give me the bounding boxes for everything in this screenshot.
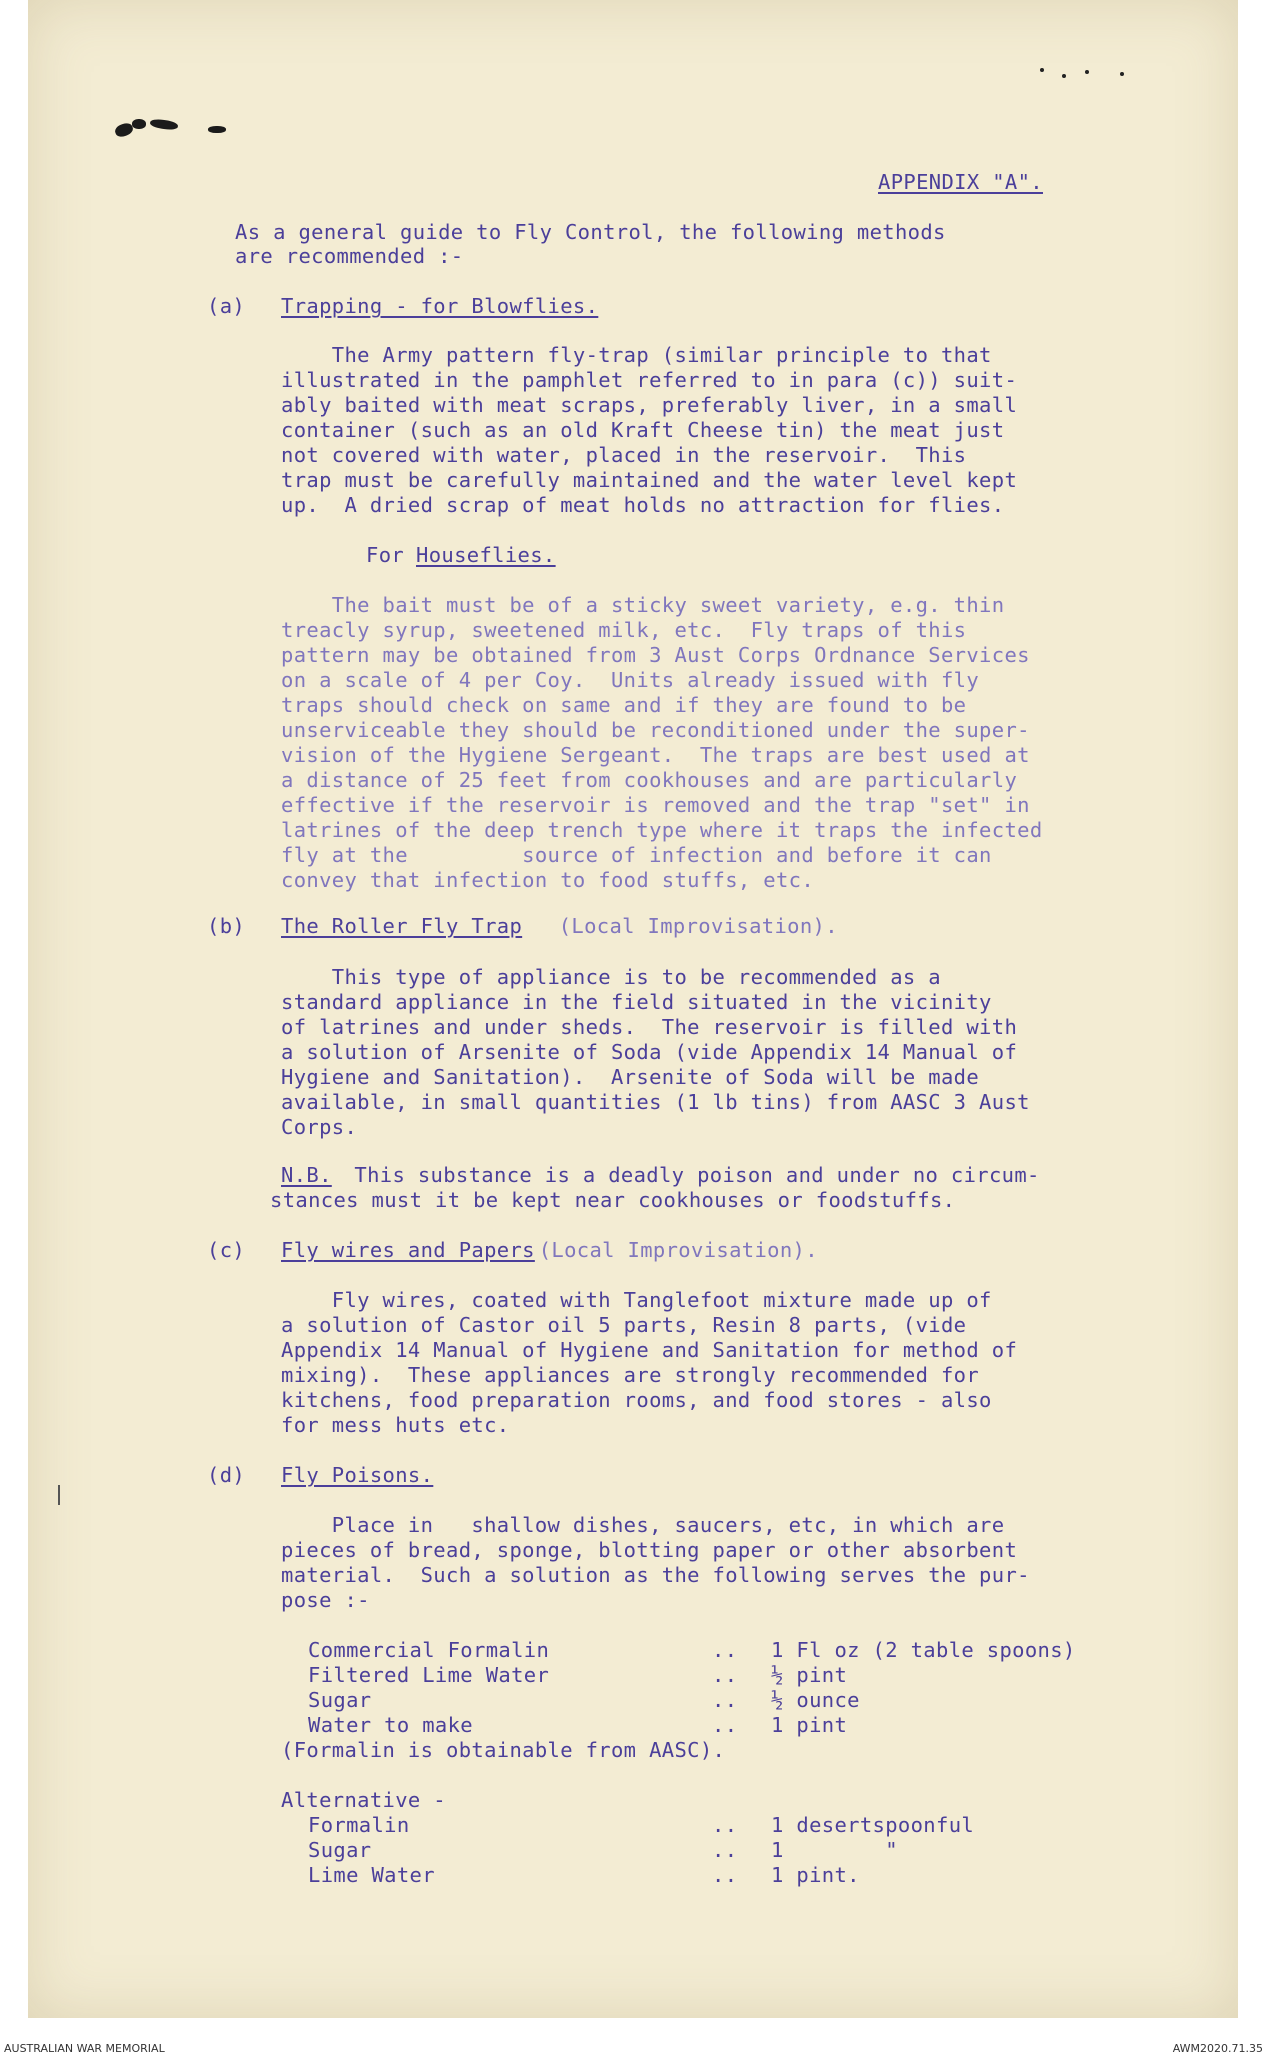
text-line: The Army pattern fly-trap (similar principle to that (281, 343, 992, 367)
punch-mark (1120, 72, 1124, 76)
text-line: a solution of Castor oil 5 parts, Resin 8 parts, (vide (281, 1313, 967, 1337)
section-c-marker: (c) (207, 1238, 246, 1262)
recipe-qty: 1 " (771, 1838, 898, 1862)
recipe-sep: .. (712, 1838, 738, 1862)
text-line: ably baited with meat scraps, preferably liver, in a small (281, 393, 1018, 417)
recipe-qty: 1 pint. (771, 1863, 860, 1887)
section-d-heading: Fly Poisons. (281, 1463, 434, 1487)
text-line: kitchens, food preparation rooms, and food stores - also (281, 1388, 992, 1412)
nb-label: N.B. (281, 1163, 332, 1187)
text-line: pose :- (281, 1588, 370, 1612)
recipe-qty: ½ ounce (771, 1688, 860, 1712)
text-line: available, in small quantities (1 lb tins) from AASC 3 Aust (281, 1090, 1030, 1114)
text-line: for mess huts etc. (281, 1413, 510, 1437)
text-line: pieces of bread, sponge, blotting paper or other absorbent (281, 1538, 1018, 1562)
recipe-note: (Formalin is obtainable from AASC). (281, 1738, 726, 1762)
recipe-item: Sugar (308, 1688, 372, 1712)
alternative-label: Alternative - (281, 1788, 446, 1812)
recipe-sep: .. (712, 1638, 738, 1662)
margin-mark (58, 1485, 60, 1505)
text-line: unserviceable they should be reconditioned under the super- (281, 718, 1030, 742)
text-line: treacly syrup, sweetened milk, etc. Fly traps of this (281, 618, 967, 642)
text-line: Corps. (281, 1115, 358, 1139)
text-line: latrines of the deep trench type where it traps the infected (281, 818, 1043, 842)
text-line: This type of appliance is to be recommended as a (281, 965, 941, 989)
nb-text-line-1: This substance is a deadly poison and under no circum- (329, 1163, 1040, 1187)
section-c-heading: Fly wires and Papers (281, 1238, 535, 1262)
houseflies-prefix: For (366, 543, 417, 567)
text-line: material. Such a solution as the following serves the pur- (281, 1563, 1030, 1587)
recipe-item: Sugar (308, 1838, 372, 1862)
archive-footer (0, 2035, 1269, 2061)
recipe-item: Filtered Lime Water (308, 1663, 550, 1687)
recipe-sep: .. (712, 1863, 738, 1887)
intro-line-1: As a general guide to Fly Control, the following methods (235, 220, 946, 244)
punch-mark (1040, 68, 1044, 72)
houseflies-heading: Houseflies. (416, 543, 556, 567)
recipe-qty: 1 pint (771, 1713, 848, 1737)
text-line: container (such as an old Kraft Cheese tin) the meat just (281, 418, 1005, 442)
recipe-item: Formalin (308, 1813, 410, 1837)
text-line: Place in shallow dishes, saucers, etc, in which are (281, 1513, 1005, 1537)
text-line: of latrines and under sheds. The reservoir is filled with (281, 1015, 1018, 1039)
recipe-sep: .. (712, 1663, 738, 1687)
section-d-marker: (d) (207, 1463, 246, 1487)
recipe-sep: .. (712, 1688, 738, 1712)
recipe-sep: .. (712, 1713, 738, 1737)
text-line: on a scale of 4 per Coy. Units already issued with fly (281, 668, 980, 692)
text-line: Hygiene and Sanitation). Arsenite of Soda will be made (281, 1065, 980, 1089)
text-line: Appendix 14 Manual of Hygiene and Sanitation for method of (281, 1338, 1018, 1362)
recipe-item: Water to make (308, 1713, 473, 1737)
text-line: mixing). These appliances are strongly recommended for (281, 1363, 980, 1387)
text-line: The bait must be of a sticky sweet variety, e.g. thin (281, 593, 1005, 617)
text-line: trap must be carefully maintained and the water level kept (281, 468, 1018, 492)
appendix-title: APPENDIX "A". (878, 170, 1043, 194)
intro-line-2: are recommended :- (235, 244, 464, 268)
section-a-marker: (a) (207, 294, 246, 318)
text-line: up. A dried scrap of meat holds no attraction for flies. (281, 493, 1005, 517)
section-b-heading-suffix: (Local Improvisation). (546, 914, 838, 938)
footer-source: AUSTRALIAN WAR MEMORIAL (4, 2042, 165, 2055)
recipe-item: Commercial Formalin (308, 1638, 550, 1662)
section-b-marker: (b) (207, 914, 246, 938)
recipe-qty: 1 desertspoonful (771, 1813, 975, 1837)
section-a-heading: Trapping - for Blowflies. (281, 294, 599, 318)
punch-mark (1085, 70, 1089, 74)
text-line: pattern may be obtained from 3 Aust Corps Ordnance Services (281, 643, 1030, 667)
section-c-heading-suffix: (Local Improvisation). (526, 1238, 818, 1262)
recipe-sep: .. (712, 1813, 738, 1837)
text-line: traps should check on same and if they are found to be (281, 693, 967, 717)
punch-mark (1062, 74, 1066, 78)
nb-text-line-2: stances must it be kept near cookhouses or foodstuffs. (270, 1188, 956, 1212)
recipe-qty: 1 Fl oz (2 table spoons) (771, 1638, 1076, 1662)
text-line: illustrated in the pamphlet referred to in para (c)) suit- (281, 368, 1018, 392)
text-line: convey that infection to food stuffs, etc. (281, 868, 815, 892)
text-line: a distance of 25 feet from cookhouses and are particularly (281, 768, 1018, 792)
text-line: effective if the reservoir is removed and the trap "set" in (281, 793, 1030, 817)
text-line: fly at the source of infection and before it can (281, 843, 992, 867)
section-b-heading: The Roller Fly Trap (281, 914, 523, 938)
recipe-item: Lime Water (308, 1863, 435, 1887)
text-line: standard appliance in the field situated in the vicinity (281, 990, 992, 1014)
ink-blot (132, 119, 146, 129)
text-line: vision of the Hygiene Sergeant. The traps are best used at (281, 743, 1030, 767)
ink-blot (208, 126, 226, 133)
recipe-qty: ½ pint (771, 1663, 848, 1687)
footer-reference: AWM2020.71.35 (1172, 2042, 1263, 2055)
text-line: not covered with water, placed in the reservoir. This (281, 443, 967, 467)
text-line: Fly wires, coated with Tanglefoot mixture made up of (281, 1288, 992, 1312)
text-line: a solution of Arsenite of Soda (vide Appendix 14 Manual of (281, 1040, 1018, 1064)
